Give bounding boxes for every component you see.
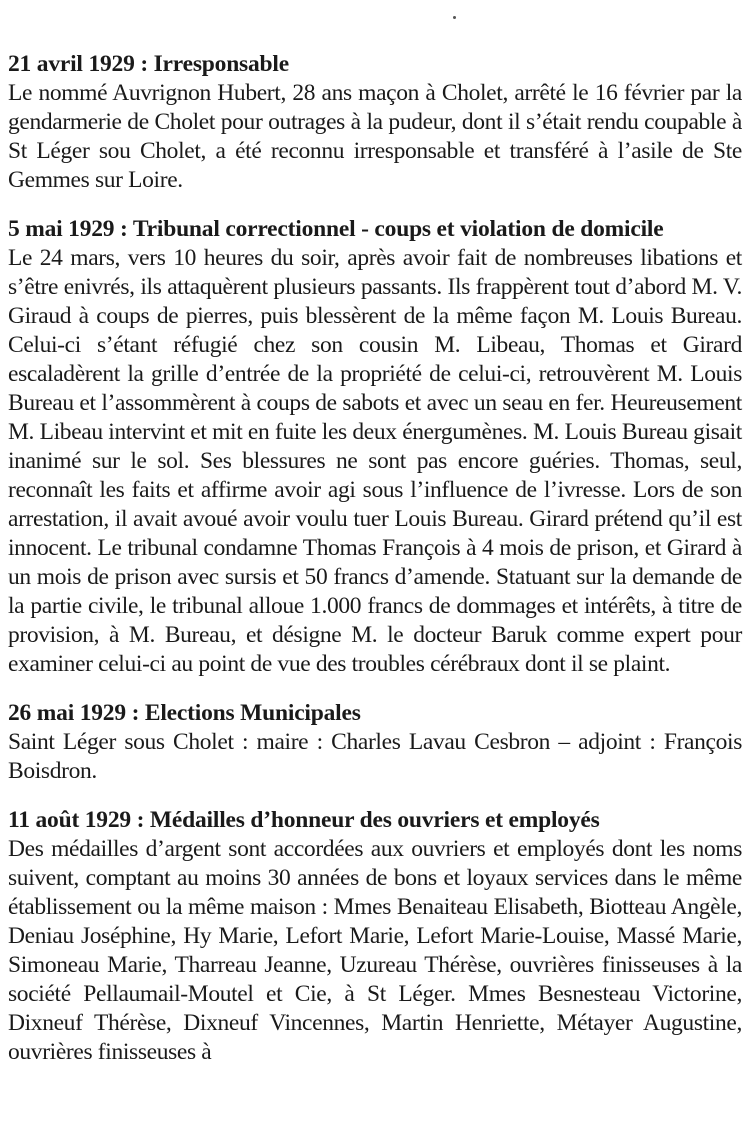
article-heading: 21 avril 1929 : Irresponsable — [8, 51, 289, 77]
article-irresponsable — [8, 50, 742, 195]
article-body: Saint Léger sous Cholet : maire : Charles Lavau Cesbron – adjoint : François Boisdron. — [8, 729, 742, 784]
scan-speck — [453, 16, 456, 19]
article-elections-municipales — [8, 699, 742, 786]
article-tribunal-correctionnel — [8, 215, 742, 679]
article-heading: 5 mai 1929 : Tribunal correctionnel - coups et violation de domicile — [8, 216, 664, 242]
article-body: Des médailles d’argent sont accordées aux ouvriers et employés dont les noms suivent, comptant au moins 30 années de bons et loyaux services dans le même établissement ou la même maison : Mmes Benaiteau Elisabeth, Biotteau Angèle, Deniau Joséphine, Hy Marie, Lefort Marie, Lefort Marie-Louise, Massé Marie, Simoneau Marie, Tharreau Jeanne, Uzureau Thérèse, ouvrières finisseuses à la société Pellaumail-Moutel et Cie, à St Léger. Mmes Besnesteau Victorine, Dixneuf Thérèse, Dixneuf Vincennes, Martin Henriette, Métayer Augustine, ouvrières finisseuses à — [8, 836, 742, 1065]
article-medailles-honneur — [8, 806, 742, 1067]
article-body: Le nommé Auvrignon Hubert, 28 ans maçon à Cholet, arrêté le 16 février par la gendarmerie de Cholet pour outrages à la pudeur, dont il s’était rendu coupable à St Léger sou Cholet, a été reconnu irresponsable et transféré à l’asile de Ste Gemmes sur Loire. — [8, 80, 742, 193]
article-heading: 26 mai 1929 : Elections Municipales — [8, 700, 361, 726]
article-heading: 11 août 1929 : Médailles d’honneur des ouvriers et employés — [8, 807, 600, 833]
article-body: Le 24 mars, vers 10 heures du soir, après avoir fait de nombreuses libations et s’être enivrés, ils attaquèrent plusieurs passants. Ils frappèrent tout d’abord M. V. Giraud à coups de pierres, puis blessèrent de la même façon M. Louis Bureau. Celui-ci s’étant réfugié chez son cousin M. Libeau, Thomas et Girard escaladèrent la grille d’entrée de la propriété de celui-ci, retrouvèrent M. Louis Bureau et l’assommèrent à coups de sabots et avec un seau en fer. Heureusement M. Libeau intervint et mit en fuite les deux énergumènes. M. Louis Bureau gisait inanimé sur le sol. Ses blessures ne sont pas encore guéries. Thomas, seul, reconnaît les faits et affirme avoir agi sous l’influence de l’ivresse. Lors de son arrestation, il avait avoué avoir voulu tuer Louis Bureau. Girard prétend qu’il est innocent. Le tribunal condamne Thomas François à 4 mois de prison, et Girard à un mois de prison avec sursis et 50 francs d’amende. Statuant sur la demande de la partie civile, le tribunal alloue 1.000 francs de dommages et intérêts, à titre de provision, à M. Bureau, et désigne M. le docteur Baruk comme expert pour examiner celui-ci au point de vue des troubles cérébraux dont il se plaint. — [8, 245, 742, 677]
